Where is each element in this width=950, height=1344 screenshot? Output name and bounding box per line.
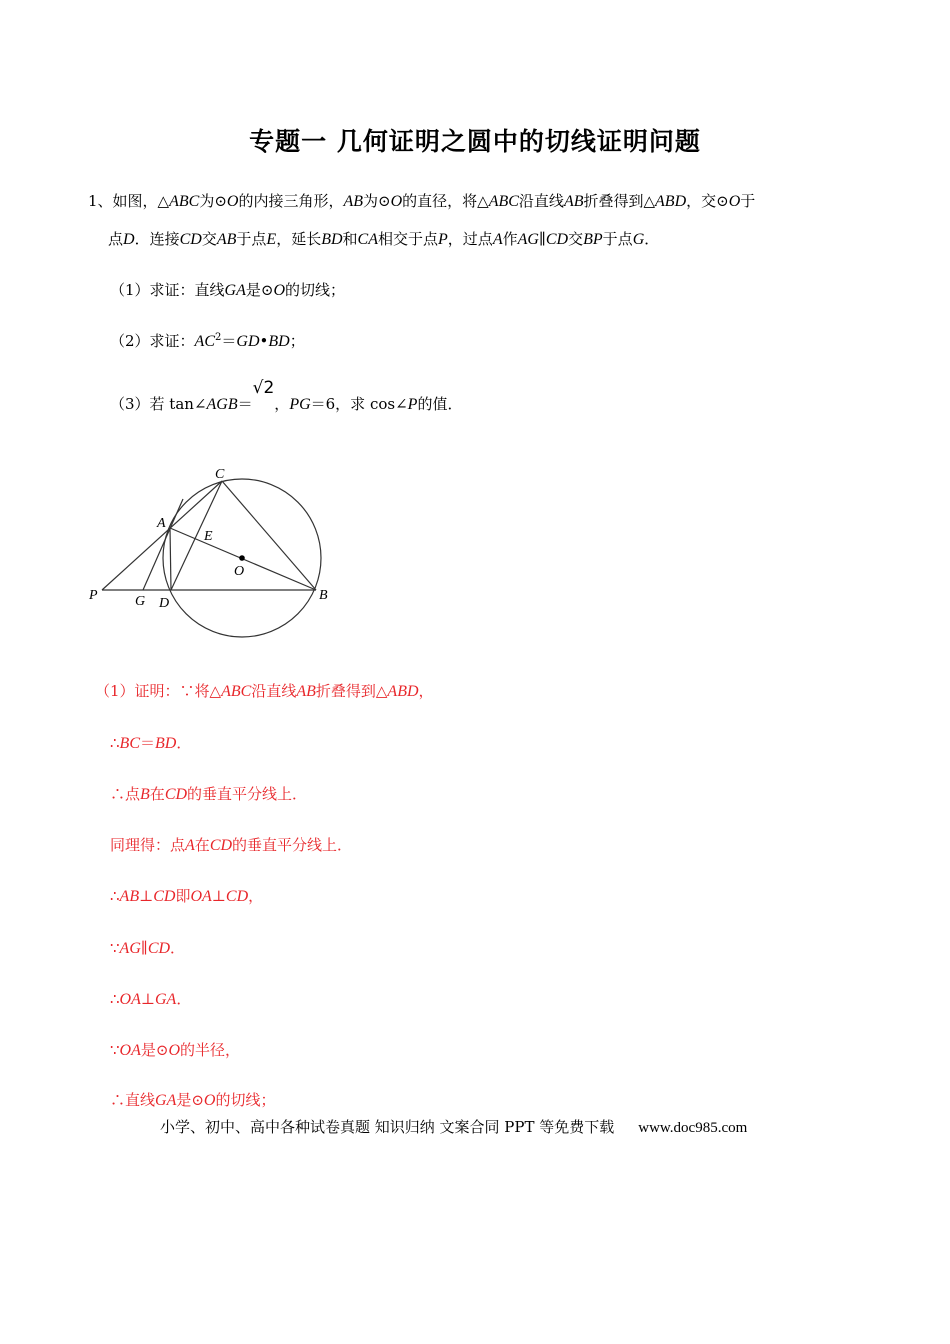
- text: 为⊙: [363, 192, 391, 210]
- text: ＝: [237, 395, 253, 413]
- footer: [160, 1116, 747, 1137]
- math: A: [492, 231, 503, 248]
- text: 在: [194, 836, 210, 854]
- text: ；: [289, 332, 305, 350]
- text: 点: [108, 230, 124, 248]
- text: 折叠得到△: [583, 192, 656, 210]
- label-a: A: [157, 516, 166, 531]
- text: （3）若 tan∠: [110, 395, 207, 413]
- text: 1、如图，△: [88, 192, 170, 210]
- math: P: [407, 396, 418, 413]
- math: AG: [119, 940, 141, 957]
- solution-line-4: [110, 834, 352, 855]
- text: （1）证明：∵将△: [95, 682, 222, 700]
- label-e: E: [204, 529, 213, 544]
- solution-line-3: [110, 783, 307, 804]
- math: CD: [164, 786, 188, 803]
- text: 即: [175, 887, 191, 905]
- math: GD: [236, 333, 260, 350]
- text: ⊥: [211, 887, 226, 905]
- math: GA: [155, 1092, 177, 1109]
- math: CD: [179, 231, 202, 248]
- text: ∴: [110, 990, 120, 1008]
- text: ，: [248, 887, 264, 905]
- text: ．: [644, 230, 660, 248]
- footer-url[interactable]: www.doc985.com: [638, 1120, 748, 1136]
- center-point-o: [239, 555, 245, 561]
- math: ABC: [169, 193, 200, 210]
- math: O: [273, 282, 286, 299]
- math: CD: [225, 888, 249, 905]
- text: ＝: [221, 332, 237, 350]
- text: 和: [342, 230, 358, 248]
- text: 是⊙: [245, 281, 274, 299]
- math: OA: [119, 1042, 141, 1059]
- text: （2）求证：: [110, 332, 195, 350]
- text: 的垂直平分线上．: [232, 836, 353, 854]
- math: ABD: [387, 683, 419, 700]
- text: ，过点: [447, 230, 493, 248]
- text: 于点: [602, 230, 633, 248]
- text: ∵: [110, 1041, 120, 1059]
- math: CD: [147, 940, 171, 957]
- text: ，: [274, 395, 290, 413]
- text: 的切线；: [215, 1091, 276, 1109]
- math: B: [140, 786, 150, 803]
- line-ad: [170, 528, 171, 590]
- label-d: D: [159, 596, 170, 611]
- text: 的值．: [417, 395, 463, 413]
- page-title: 专题一 几何证明之圆中的切线证明问题: [249, 127, 701, 156]
- text: ∥: [140, 939, 148, 957]
- text: 是⊙: [176, 1091, 204, 1109]
- text: ∴: [110, 887, 120, 905]
- label-o: O: [234, 564, 245, 579]
- sqrt-two: √2: [252, 378, 275, 398]
- math: CD: [153, 888, 176, 905]
- label-g: G: [135, 594, 146, 609]
- math: BD: [155, 735, 177, 752]
- text: ∴: [110, 734, 120, 752]
- solution-line-2: [110, 732, 191, 753]
- line-cd: [171, 481, 222, 590]
- text: ，: [418, 682, 434, 700]
- math: AB: [296, 683, 316, 700]
- text: •: [259, 332, 269, 350]
- math: E: [266, 231, 277, 248]
- math: ABC: [221, 683, 252, 700]
- math: AG: [517, 231, 539, 248]
- math: A: [185, 837, 195, 854]
- math: BD: [268, 333, 290, 350]
- text: ．: [170, 939, 186, 957]
- text: ．: [176, 734, 192, 752]
- solution-line-5: [110, 885, 263, 906]
- text: ．: [176, 990, 192, 1008]
- text: 是⊙: [140, 1041, 169, 1059]
- math: GA: [224, 282, 246, 299]
- text: 的半径，: [180, 1041, 241, 1059]
- text: 于点: [236, 230, 267, 248]
- math: D: [123, 231, 135, 248]
- label-b: B: [319, 588, 328, 603]
- math: O: [728, 193, 741, 210]
- math: BD: [321, 231, 343, 248]
- math: AB: [563, 193, 584, 210]
- text: 交: [568, 230, 584, 248]
- text: ，交⊙: [686, 192, 729, 210]
- math: CD: [209, 837, 233, 854]
- text: （1）求证：直线: [110, 281, 225, 299]
- solution-line-9: [110, 1089, 276, 1110]
- math: BC: [119, 735, 140, 752]
- math: AB: [216, 231, 237, 248]
- math: AC: [194, 333, 215, 350]
- math: GA: [154, 991, 177, 1008]
- math: ABD: [655, 193, 687, 210]
- math: CA: [357, 231, 378, 248]
- math: PG: [289, 396, 311, 413]
- text: 沿直线: [518, 192, 564, 210]
- math: G: [632, 231, 645, 248]
- math: AB: [343, 193, 364, 210]
- text: 的切线；: [285, 281, 346, 299]
- text: ＝: [140, 734, 156, 752]
- text: 作: [502, 230, 518, 248]
- footer-text: 小学、初中、高中各种试卷真题 知识归纳 文案合同 PPT 等免费下载: [160, 1118, 615, 1136]
- text: 于: [740, 192, 756, 210]
- text: 同理得：点: [110, 836, 186, 854]
- math: OA: [190, 888, 212, 905]
- text: ∵: [110, 939, 120, 957]
- text: ∥: [538, 230, 546, 248]
- text: ∴直线: [110, 1091, 156, 1109]
- text: 的直径，将△: [402, 192, 489, 210]
- text: ．连接: [134, 230, 180, 248]
- label-p: P: [89, 588, 98, 603]
- math: P: [438, 231, 448, 248]
- math: OA: [119, 991, 141, 1008]
- text: 相交于点: [378, 230, 439, 248]
- label-c: C: [215, 467, 225, 482]
- math: O: [203, 1092, 216, 1109]
- solution-line-1: [95, 680, 434, 701]
- math: O: [226, 193, 239, 210]
- solution-line-8: [110, 1039, 240, 1060]
- math: O: [390, 193, 403, 210]
- text: 在: [149, 785, 165, 803]
- text: 交: [201, 230, 217, 248]
- text: 的垂直平分线上．: [187, 785, 308, 803]
- solution-line-7: [110, 988, 191, 1009]
- text: ＝6，求 cos∠: [310, 395, 408, 413]
- math: BP: [583, 231, 603, 248]
- text: 为⊙: [199, 192, 227, 210]
- text: ，延长: [276, 230, 322, 248]
- math: CD: [545, 231, 569, 248]
- math: ABC: [488, 193, 519, 210]
- math: O: [168, 1042, 181, 1059]
- solution-line-6: [110, 937, 185, 958]
- text: ⊥: [140, 990, 155, 1008]
- text: 沿直线: [251, 682, 297, 700]
- text: 折叠得到△: [315, 682, 388, 700]
- math: AGB: [206, 396, 238, 413]
- superscript: 2: [215, 332, 222, 343]
- math: AB: [119, 888, 140, 905]
- text: 的内接三角形，: [238, 192, 344, 210]
- text: ∴点: [110, 785, 141, 803]
- text: ⊥: [139, 887, 154, 905]
